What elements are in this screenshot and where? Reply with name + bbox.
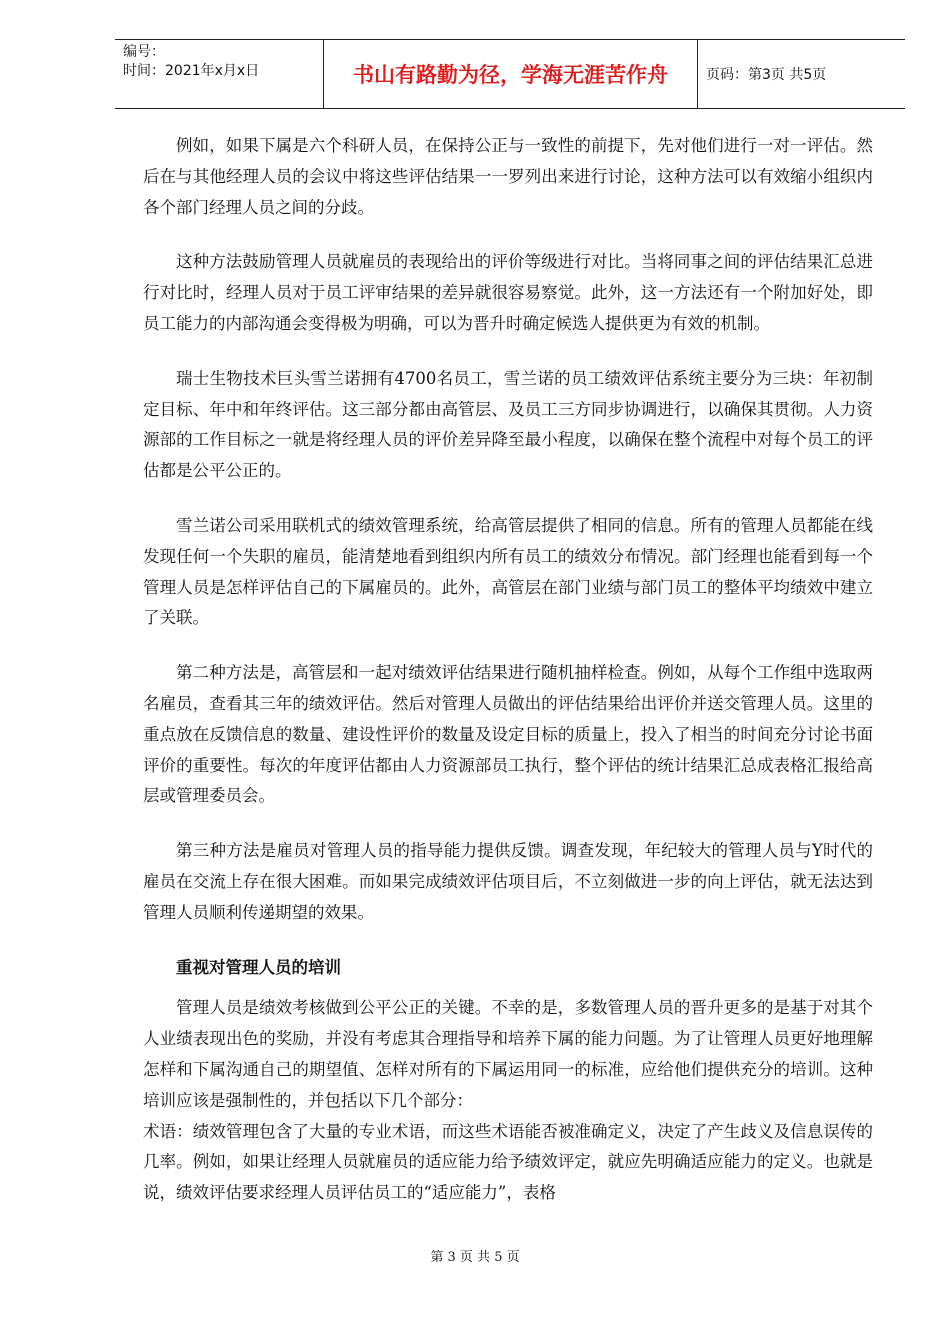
body-paragraph: 例如，如果下属是六个科研人员，在保持公正与一致性的前提下，先对他们进行一对一评估。然后在与其他经理人员的会议中将这些评估结果一一罗列出来进行讨论，这种方法可以有效缩小组织内各个部门经理人员之间的分歧。 [143, 136, 873, 217]
body-paragraph: 术语：绩效管理包含了大量的专业术语，而这些术语能否被准确定义，决定了产生歧义及信息误传的几率。例如，如果让经理人员就雇员的适应能力给予绩效评定，就应先明确适应能力的定义。也就是说，绩效评估要求经理人员评估员工的“适应能力”，表格 [143, 1121, 873, 1203]
section-heading: 重视对管理人员的培训 [176, 957, 341, 977]
body-paragraph: 管理人员是绩效考核做到公平公正的关键。不幸的是，多数管理人员的晋升更多的是基于对其个人业绩表现出色的奖励，并没有考虑其合理指导和培养下属的能力问题。为了让管理人员更好地理解怎样和下属沟通自己的期望值、怎样对所有的下属运用同一的标准，应给他们提供充分的培训。这种培训应该是强制性的，并包括以下几个部分： [143, 998, 873, 1110]
body-paragraph: 瑞士生物技术巨头雪兰诺拥有4700名员工，雪兰诺的员工绩效评估系统主要分为三块：年初制定目标、年中和年终评估。这三部分都由高管层、及员工三方同步协调进行，以确保其贯彻。人力资源部的工作目标之一就是将经理人员的评价差异降至最小程度，以确保在整个流程中对每个员工的评估都是公平公正的。 [143, 368, 873, 481]
header-motto: 书山有路勤为径，学海无涯苦作舟 [324, 40, 698, 108]
body-paragraph: 这种方法鼓励管理人员就雇员的表现给出的评价等级进行对比。当将同事之间的评估结果汇总进行对比时，经理人员对于员工评审结果的差异就很容易察觉。此外，这一方法还有一个附加好处，即员工能力的内部沟通会变得极为明确，可以为晋升时确定候选人提供更为有效的机制。 [143, 252, 873, 333]
header-page-info: 页码：第3页 共5页 [706, 67, 827, 83]
document-number-label: 编号： [123, 44, 165, 60]
body-paragraph: 第三种方法是雇员对管理人员的指导能力提供反馈。调查发现，年纪较大的管理人员与Y时代的雇员在交流上存在很大困难。而如果完成绩效评估项目后，不立刻做进一步的向上评估，就无法达到管理人员顺利传递期望的效果。 [143, 841, 873, 922]
body-paragraph: 第二种方法是，高管层和一起对绩效评估结果进行随机抽样检查。例如，从每个工作组中选取两名雇员，查看其三年的绩效评估。然后对管理人员做出的评估结果给出评价并送交管理人员。这里的重点放在反馈信息的数量、建设性评价的数量及设定目标的质量上，投入了相当的时间充分讨论书面评价的重要性。每次的年度评估都由人力资源部员工执行，整个评估的统计结果汇总成表格汇报给高层或管理委员会。 [143, 663, 873, 806]
header-meta [115, 40, 324, 108]
body-paragraph: 雪兰诺公司采用联机式的绩效管理系统，给高管层提供了相同的信息。所有的管理人员都能在线发现任何一个失职的雇员，能清楚地看到组织内所有员工的绩效分布情况。部门经理也能看到每一个管理人员是怎样评估自己的下属雇员的。此外，高管层在部门业绩与部门员工的整体平均绩效中建立了关联。 [143, 515, 873, 628]
page-footer: 第 3 页 共 5 页 [430, 1250, 520, 1265]
page-header [115, 39, 905, 109]
document-body [143, 131, 873, 1209]
document-time-label: 时间：2021年x月x日 [123, 63, 260, 79]
